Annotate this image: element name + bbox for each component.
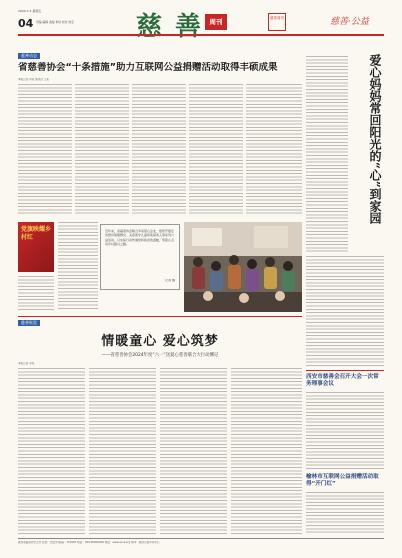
editor-line: 责编 编辑 美编 审校 校对 核定: [36, 20, 75, 24]
brief1-headline: 西安市慈善会召开大会一次常务理事会议: [306, 374, 379, 388]
page-number: 04: [18, 17, 34, 30]
article1-body-col5: [246, 84, 302, 216]
side-column-body2: [306, 256, 384, 366]
footer-text: 陕西省慈善协会主办 社址：西安市 邮编：710000 电话：029-00000000 网址：www.sxcs.org 承印：陕西日报印务中心: [18, 541, 160, 544]
article2-body-col4: [231, 368, 302, 534]
article1-body-col7: [18, 276, 54, 310]
date-line: 2024.7.5 星期五: [18, 9, 42, 13]
article2-body-col1: [18, 368, 85, 534]
article1-byline: 本报记者 李某 通讯员 王某: [18, 78, 50, 81]
brief2-body: [306, 492, 384, 534]
caption-credit: 记者 摄: [165, 279, 175, 282]
right-column-title: 慈善·公益: [330, 17, 369, 27]
section-divider: [18, 316, 302, 317]
article2-headline: 情暖童心 爱心筑梦: [101, 334, 219, 349]
section-tag-middle: 慈善纵览: [18, 320, 40, 326]
caption-box: [100, 224, 180, 290]
seal-stamp: 慈善周刊: [268, 13, 286, 31]
event-photo: [184, 222, 302, 312]
brief2-headline: 榆林市互联网公益捐赠活动取得“开门红”: [306, 474, 379, 488]
article2-subheadline: ——省慈善协会2024年度“六一”送爱心慈善联合大行动侧记: [101, 353, 219, 358]
masthead-rule: [18, 34, 384, 36]
article1-body-col6: [58, 222, 98, 310]
article1-body-col1: [18, 84, 72, 216]
article2-byline: 本报记者 李某: [18, 362, 35, 365]
article1-body-col3: [132, 84, 186, 216]
masthead-title: 慈 善: [136, 12, 204, 42]
article1-body-col4: [189, 84, 243, 216]
inset-banner: [18, 222, 54, 272]
side-column-headline: 爱心妈妈常回阳光的“心”到家园: [368, 54, 382, 224]
brief1-body: [306, 392, 384, 470]
footer-rule: [18, 538, 384, 539]
event-photo-illustration: [184, 222, 302, 312]
caption-text: 近年来，省慈善协会联合多家爱心企业，组织开展走访慰问困难群众、关爱留守儿童和孤寡老人等系列公益活动，以实际行动传递党和政府的温暖，用爱心点亮乡村振兴之路。: [105, 229, 175, 247]
article2-body-col3: [160, 368, 227, 534]
weekly-badge: 周刊: [205, 14, 227, 30]
section-tag-top: 慈善动态: [18, 53, 40, 59]
article2-body-col2: [89, 368, 156, 534]
side-column-body1: [306, 56, 348, 252]
article1-body-col2: [75, 84, 129, 216]
brief-divider: [306, 370, 384, 371]
inset-banner-text: 党旗映耀乡村红: [21, 226, 52, 241]
article1-headline: 省慈善协会“十条措施”助力互联网公益捐赠活动取得丰硕成果: [18, 62, 278, 73]
